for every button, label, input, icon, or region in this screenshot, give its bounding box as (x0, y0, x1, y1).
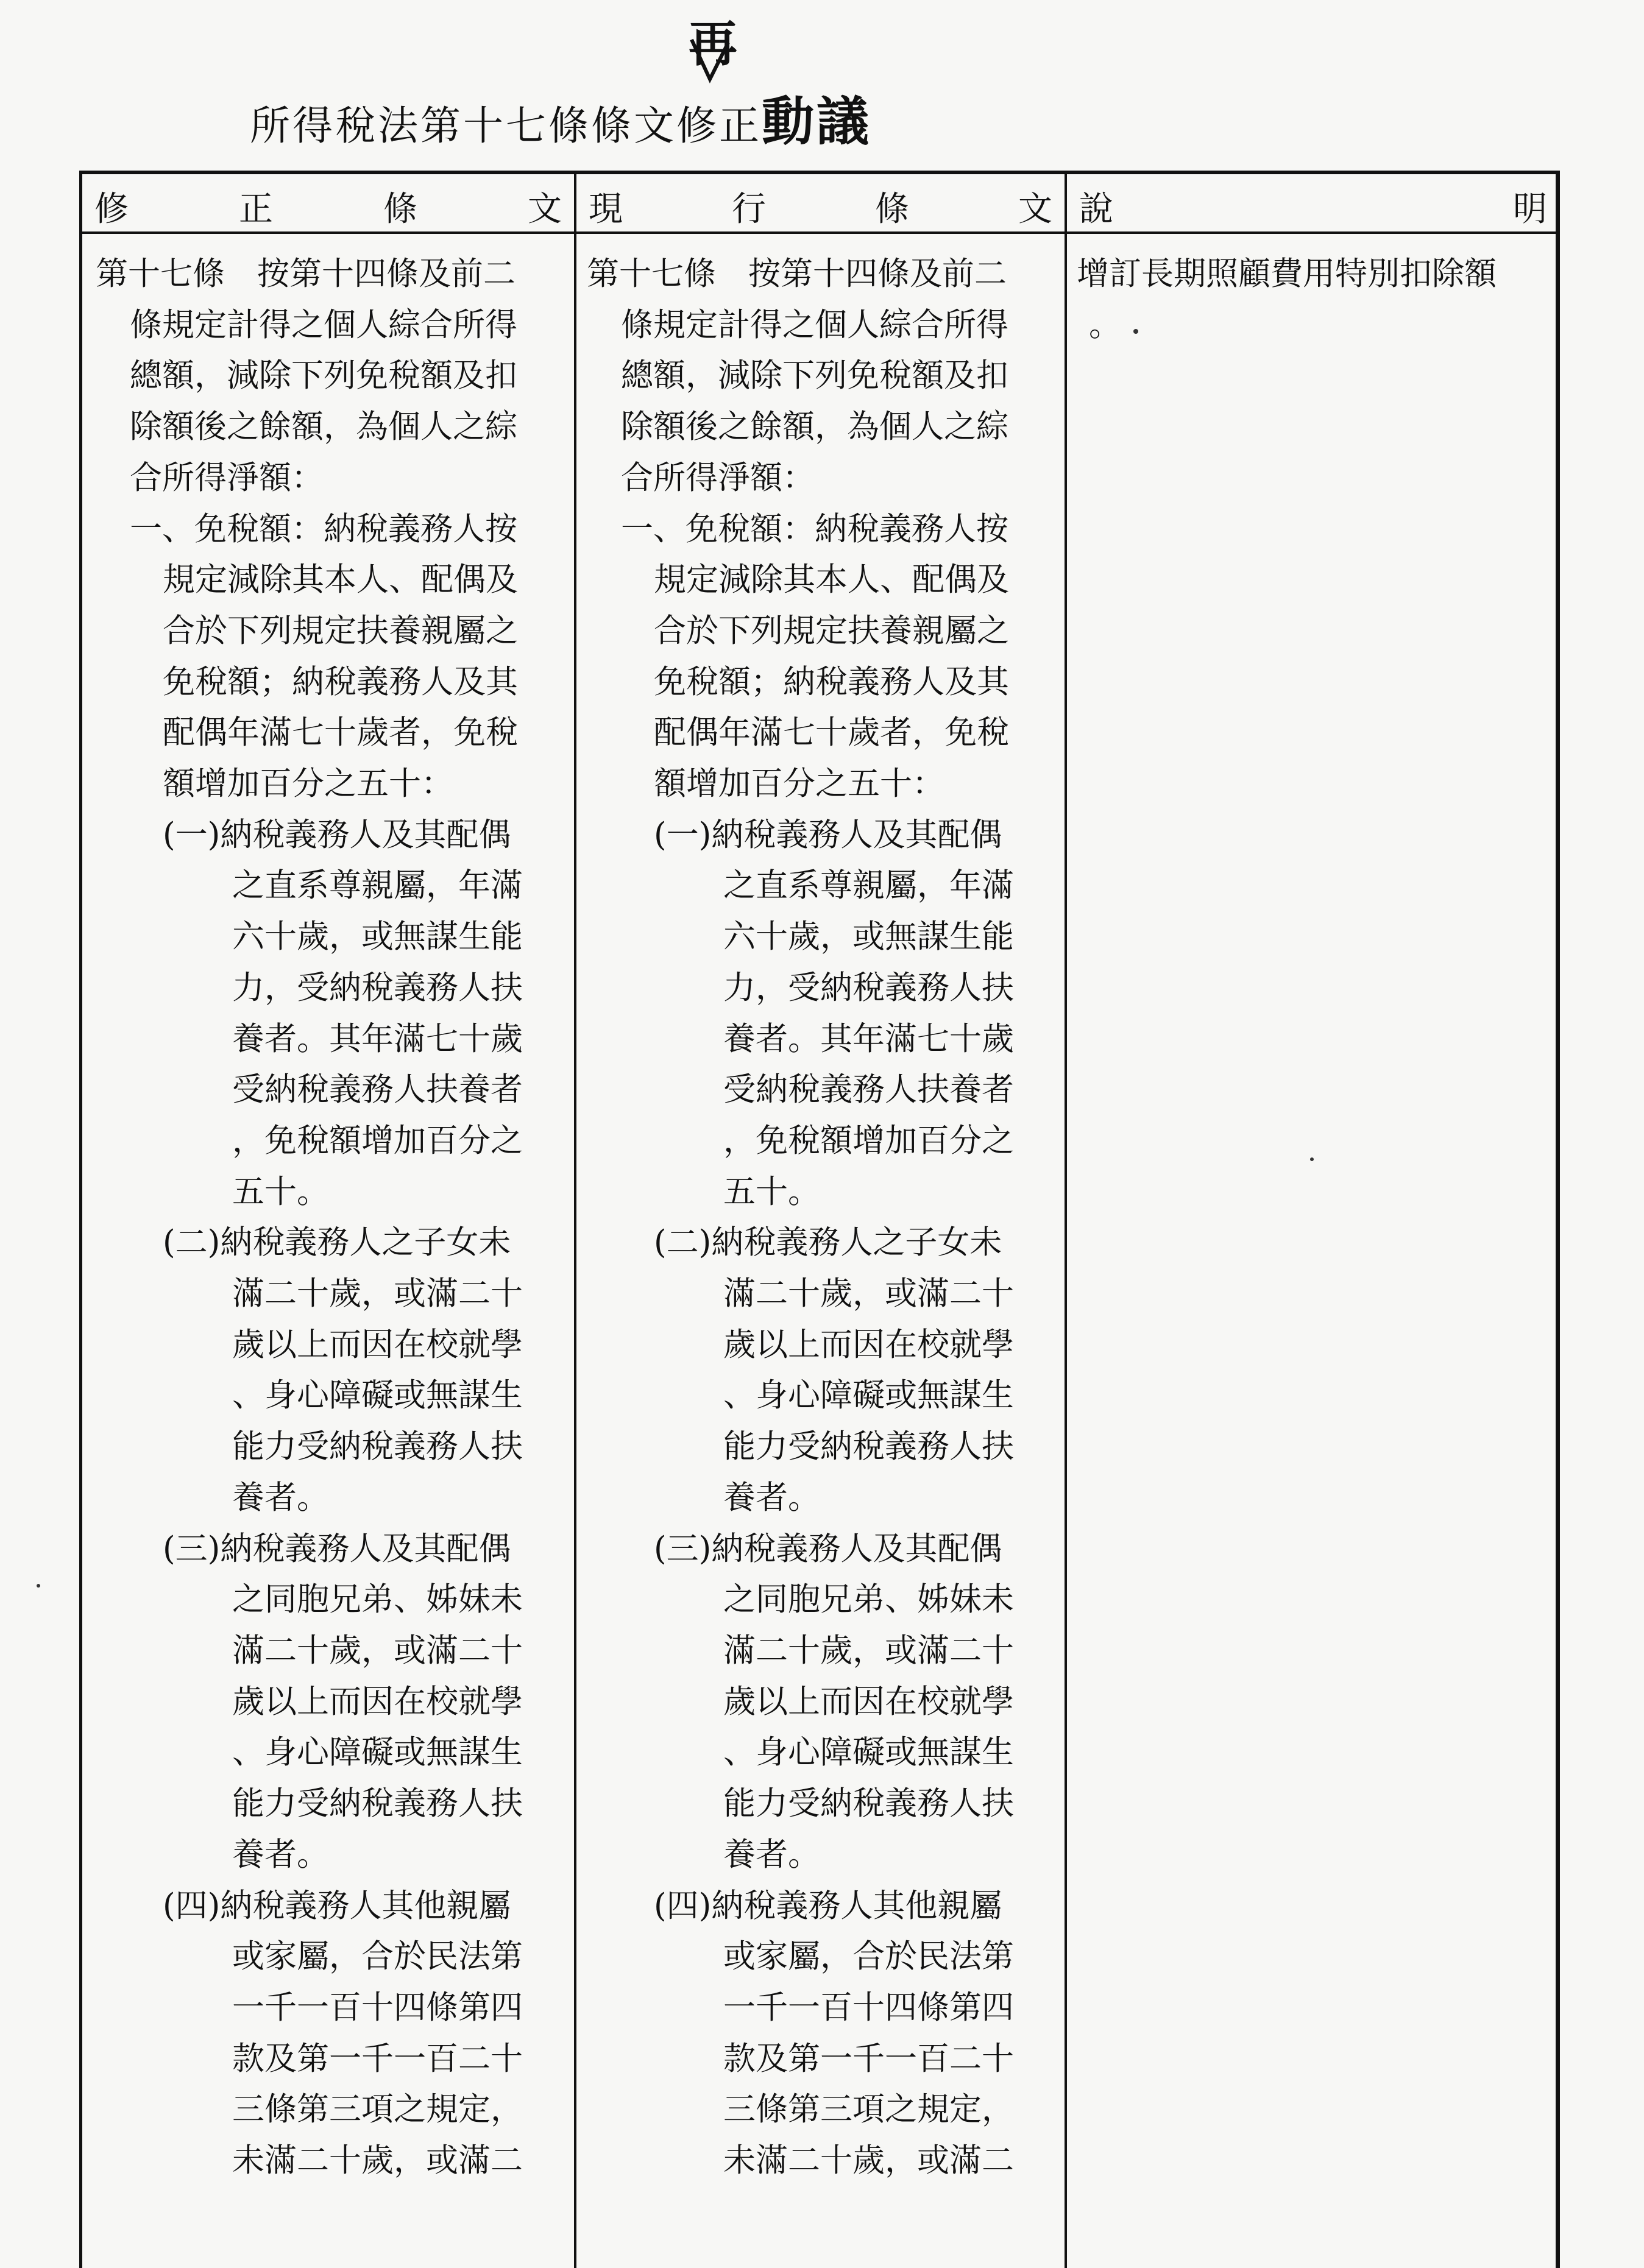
explanation-column (1077, 249, 1552, 350)
text-line: 條規定計得之個人綜合所得 (130, 306, 517, 344)
scan-speck (37, 1584, 40, 1588)
text-line: (二)納稅義務人之子女未 (163, 1224, 511, 1262)
text-line: 歲以上而因在校就學 (232, 1326, 523, 1363)
text-line: 合於下列規定扶養親屬之 (654, 612, 1009, 649)
text-line: (一)納稅義務人及其配偶 (654, 816, 1002, 853)
text-line: 之同胞兄弟、姊妹未 (723, 1581, 1014, 1619)
text-line: 能力受納稅義務人扶 (232, 1785, 523, 1823)
header-explanation: 說 明 (1079, 189, 1547, 229)
text-line: 除額後之餘額，為個人之綜 (130, 408, 517, 446)
text-line: 歲以上而因在校就學 (723, 1683, 1014, 1720)
text-line: 條規定計得之個人綜合所得 (621, 306, 1008, 344)
text-line: 、身心障礙或無謀生 (723, 1377, 1014, 1415)
text-line: 配偶年滿七十歲者，免稅 (654, 714, 1009, 752)
text-line: (一)納稅義務人及其配偶 (163, 816, 511, 853)
text-line: 一千一百十四條第四 (232, 1988, 523, 2026)
text-line: 養者。 (723, 1478, 820, 1516)
insertion-caret-icon (689, 37, 731, 85)
current-text-column (587, 249, 1062, 2186)
text-line: 能力受納稅義務人扶 (723, 1428, 1014, 1466)
text-line: (三)納稅義務人及其配偶 (654, 1530, 1002, 1567)
explanation-line: 增訂長期照顧費用特別扣除額 (1077, 255, 1497, 292)
text-line: 六十歲，或無謀生能 (232, 918, 523, 956)
text-line: 五十。 (723, 1173, 820, 1210)
text-line: 規定減除其本人、配偶及 (163, 561, 518, 599)
text-line: 一、免稅額：納稅義務人按 (130, 510, 517, 548)
text-line: (二)納稅義務人之子女未 (654, 1224, 1002, 1262)
text-line: 之直系尊親屬，年滿 (723, 867, 1014, 905)
text-line: 、身心障礙或無謀生 (232, 1734, 523, 1772)
text-line: 合所得淨額： (621, 459, 815, 496)
text-line: 配偶年滿七十歲者，免稅 (163, 714, 518, 752)
text-line: 或家屬，合於民法第 (232, 1938, 523, 1976)
text-line: 三條第三項之規定， (723, 2091, 1014, 2128)
text-line: 一千一百十四條第四 (723, 1988, 1014, 2026)
text-line: 第十七條 按第十四條及前二 (587, 255, 1007, 292)
text-line: 力，受納稅義務人扶 (723, 969, 1014, 1006)
text-line: 款及第一千一百二十 (232, 2040, 523, 2077)
text-line: 歲以上而因在校就學 (232, 1683, 523, 1720)
text-line: 總額，減除下列免稅額及扣 (621, 357, 1008, 395)
text-line: ，免稅額增加百分之 (723, 1122, 1014, 1159)
text-line: 款及第一千一百二十 (723, 2040, 1014, 2077)
text-line: 能力受納稅義務人扶 (232, 1428, 523, 1466)
text-line: 養者。 (232, 1835, 329, 1873)
text-line: 滿二十歲，或滿二十 (723, 1631, 1014, 1669)
handwritten-insertion-mark: 再 (689, 16, 737, 72)
text-line: 第十七條 按第十四條及前二 (96, 255, 516, 292)
text-line: 三條第三項之規定， (232, 2091, 523, 2128)
text-line: 額增加百分之五十： (163, 765, 453, 803)
text-line: 養者。其年滿七十歲 (723, 1020, 1014, 1058)
text-line: 、身心障礙或無謀生 (232, 1377, 523, 1415)
text-line: 規定減除其本人、配偶及 (654, 561, 1009, 599)
scan-speck (1133, 329, 1138, 334)
text-line: 受納稅義務人扶養者 (232, 1071, 523, 1109)
text-line: 滿二十歲，或滿二十 (232, 1275, 523, 1313)
text-line: 力，受納稅義務人扶 (232, 969, 523, 1006)
text-line: 養者。其年滿七十歲 (232, 1020, 523, 1058)
explanation-line: 。 (1089, 306, 1121, 344)
text-line: 免稅額；納稅義務人及其 (163, 663, 518, 701)
text-line: 五十。 (232, 1173, 329, 1210)
header-divider (82, 231, 1556, 234)
text-line: 一、免稅額：納稅義務人按 (621, 510, 1008, 548)
text-line: 或家屬，合於民法第 (723, 1938, 1014, 1976)
text-line: 之直系尊親屬，年滿 (232, 867, 523, 905)
amended-text-column (96, 249, 571, 2186)
text-line: 養者。 (723, 1835, 820, 1873)
text-line: 受納稅義務人扶養者 (723, 1071, 1014, 1109)
text-line: 之同胞兄弟、姊妹未 (232, 1581, 523, 1619)
comparison-table (79, 171, 1560, 2268)
text-line: 總額，減除下列免稅額及扣 (130, 357, 517, 395)
handwritten-title-suffix: 動議 (762, 91, 871, 152)
text-line: 除額後之餘額，為個人之綜 (621, 408, 1008, 446)
text-line: 免稅額；納稅義務人及其 (654, 663, 1009, 701)
text-line: 六十歲，或無謀生能 (723, 918, 1014, 956)
text-line: 未滿二十歲，或滿二 (723, 2142, 1014, 2180)
document-title: 所得稅法第十七條條文修正動議 (250, 91, 871, 152)
text-line: 能力受納稅義務人扶 (723, 1785, 1014, 1823)
text-line: 滿二十歲，或滿二十 (723, 1275, 1014, 1313)
column-divider (574, 174, 576, 2268)
column-divider (1065, 174, 1067, 2268)
text-line: 歲以上而因在校就學 (723, 1326, 1014, 1363)
text-line: 額增加百分之五十： (654, 765, 944, 803)
scan-speck (1310, 1157, 1314, 1161)
text-line: 養者。 (232, 1478, 329, 1516)
text-line: 合所得淨額： (130, 459, 324, 496)
text-line: 合於下列規定扶養親屬之 (163, 612, 518, 649)
text-line: 滿二十歲，或滿二十 (232, 1631, 523, 1669)
text-line: ，免稅額增加百分之 (232, 1122, 523, 1159)
text-line: (四)納稅義務人其他親屬 (163, 1887, 511, 1924)
text-line: (三)納稅義務人及其配偶 (163, 1530, 511, 1567)
header-amended: 修 正 條 文 (94, 189, 562, 229)
text-line: 、身心障礙或無謀生 (723, 1734, 1014, 1772)
text-line: (四)納稅義務人其他親屬 (654, 1887, 1002, 1924)
header-current: 現 行 條 文 (589, 189, 1052, 229)
text-line: 未滿二十歲，或滿二 (232, 2142, 523, 2180)
